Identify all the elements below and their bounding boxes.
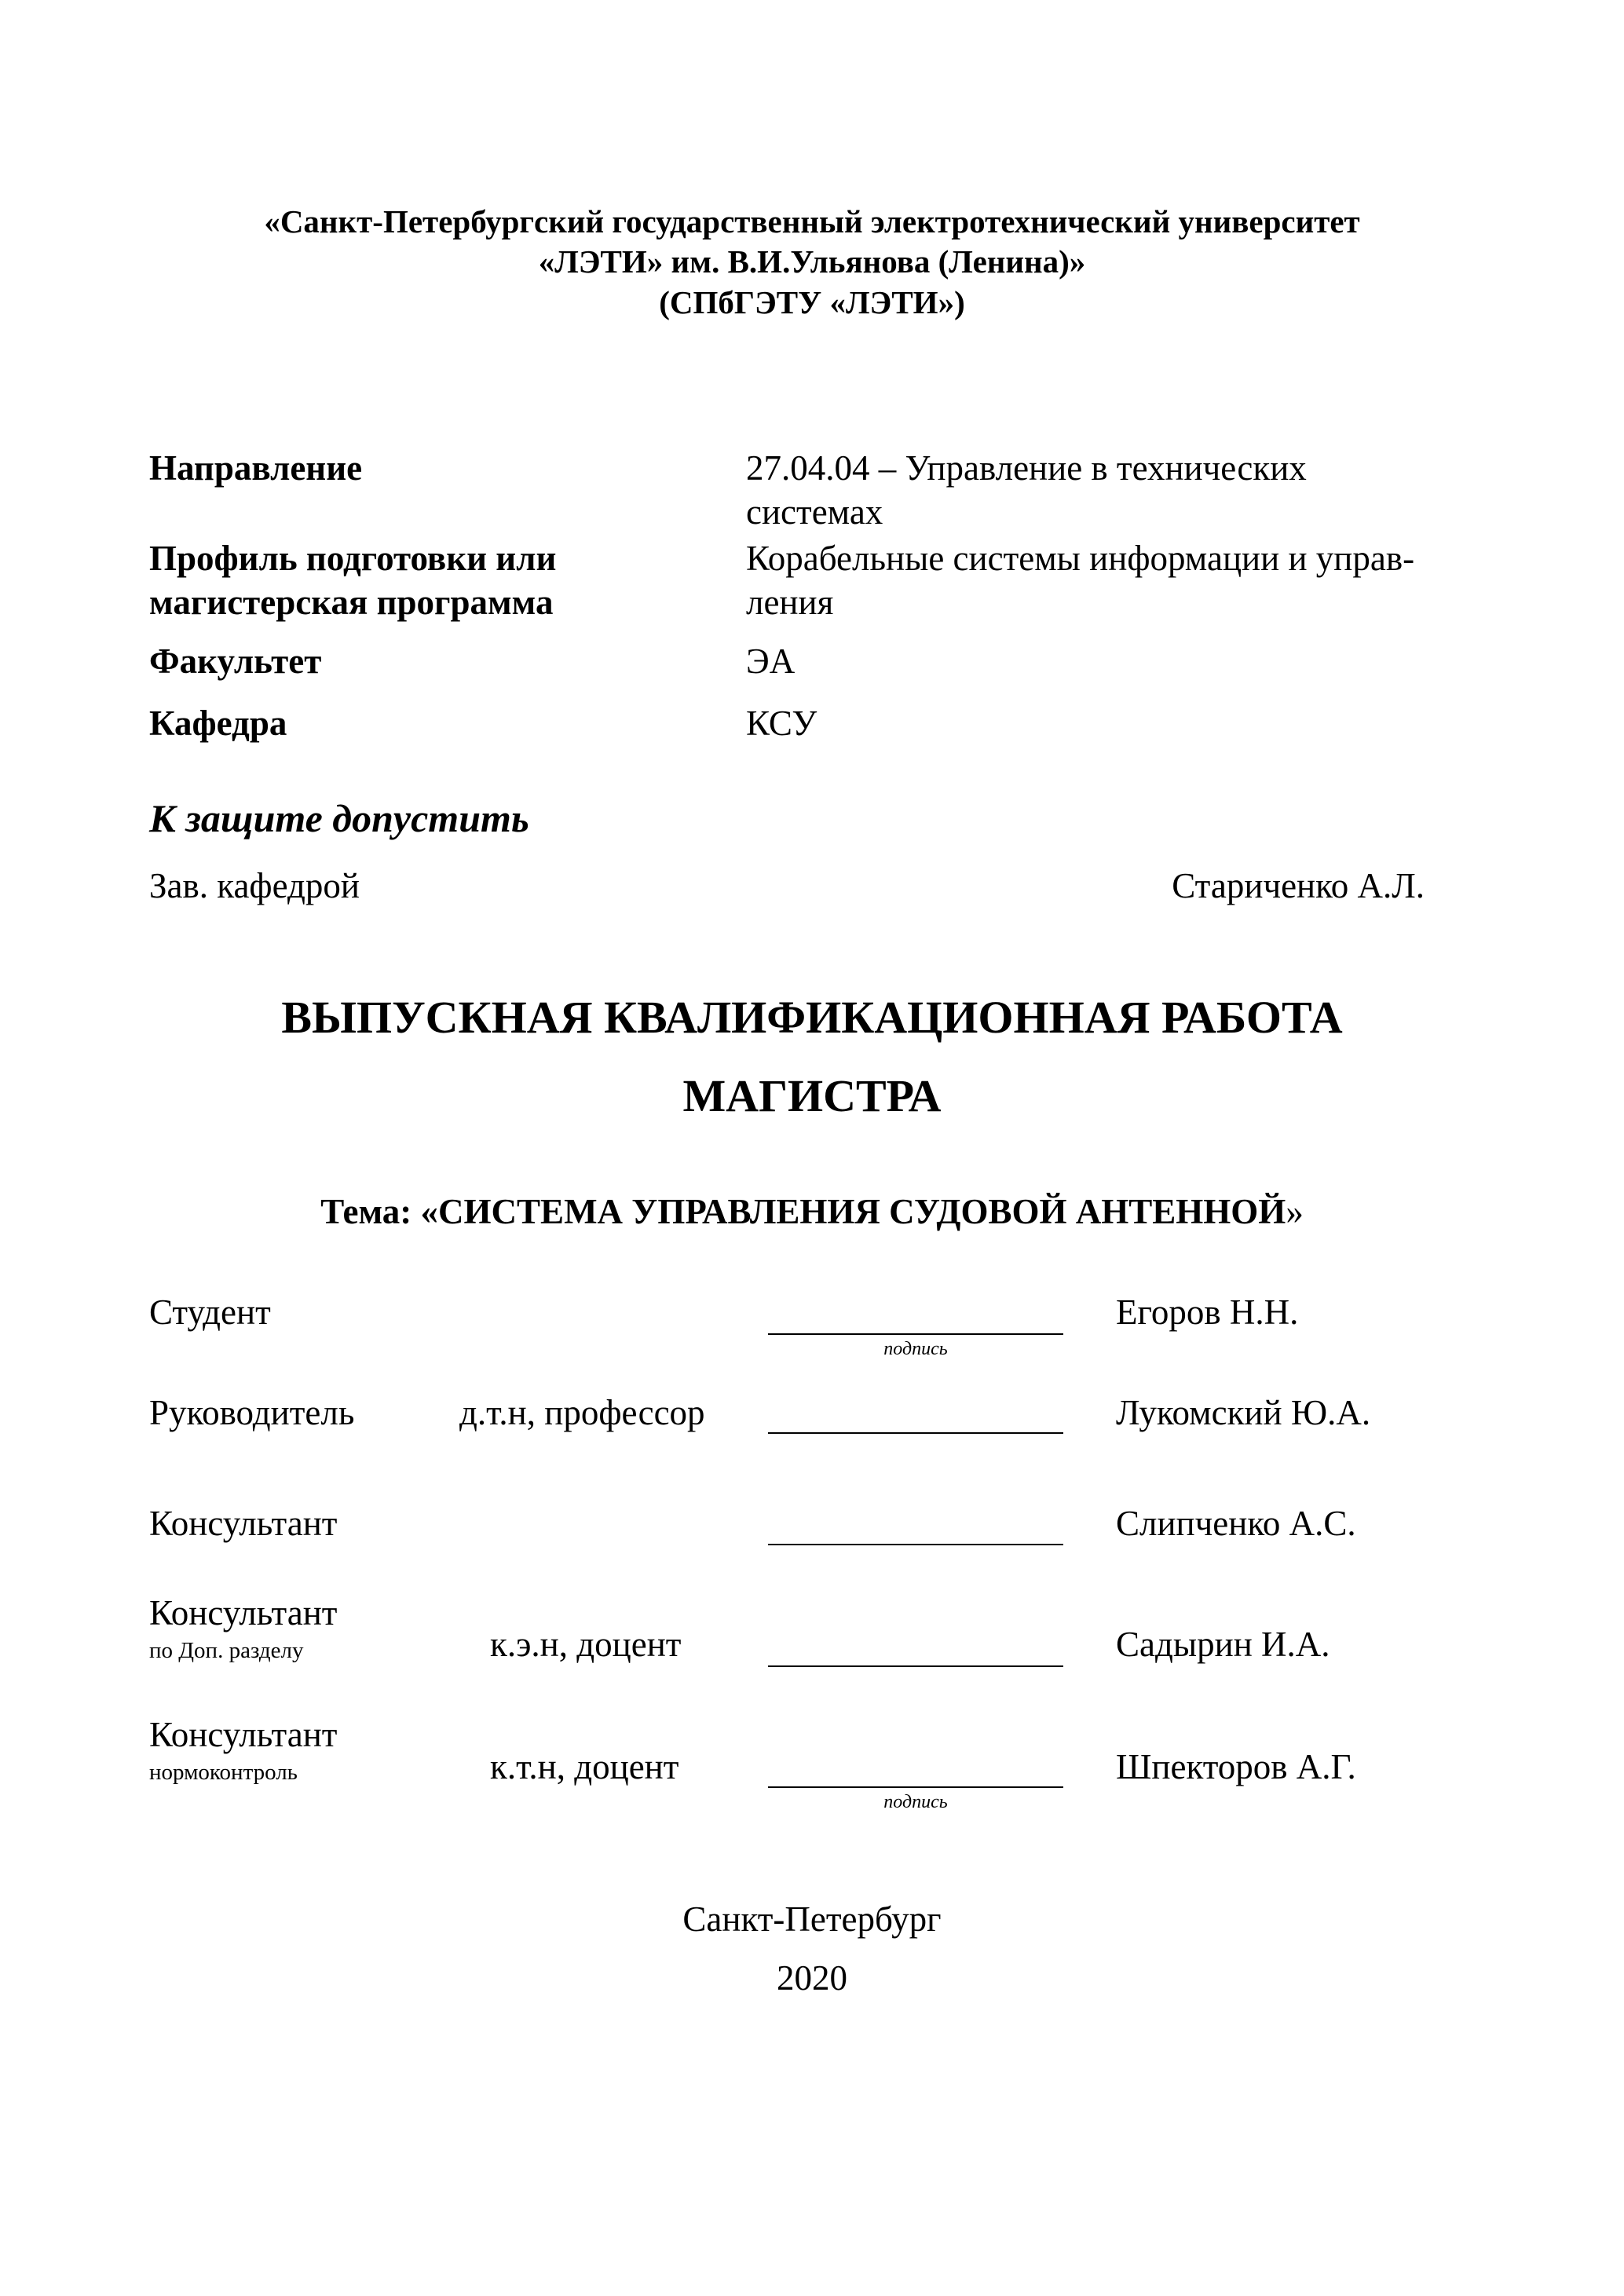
signature-caption: подпись [883,1792,948,1812]
supervisor-degree: д.т.н, профессор [459,1393,705,1432]
topic-prefix: Тема: « [320,1192,439,1231]
approval-name: Стариченко А.Л. [1172,866,1425,905]
normcontrol-role: Консультант [149,1715,338,1754]
profile-value-line2: ления [746,583,834,622]
approval-heading: К защите допустить [149,796,529,840]
signature-line [768,1333,1063,1335]
city: Санкт-Петербург [682,1899,942,1939]
consultant-role: Консультант [149,1504,338,1543]
department-label: Кафедра [149,704,287,743]
topic-suffix: » [1286,1192,1304,1231]
consultant-extra-degree: к.э.н, доцент [490,1625,682,1664]
supervisor-name: Лукомский Ю.А. [1116,1393,1371,1432]
faculty-value: ЭА [746,642,796,681]
supervisor-role: Руководитель [149,1393,355,1432]
signature-line [768,1786,1063,1788]
signature-line [768,1432,1063,1434]
title-line1: ВЫПУСКНАЯ КВАЛИФИКАЦИОННАЯ РАБОТА [281,992,1343,1043]
approval-role: Зав. кафедрой [149,866,360,905]
university-name-line1: «Санкт-Петербургский государственный электротехнический университет [264,203,1360,239]
faculty-label: Факультет [149,642,322,681]
consultant-extra-role: Консультант [149,1593,338,1632]
direction-value-line2: системах [746,492,883,532]
topic-text: СИСТЕМА УПРАВЛЕНИЯ СУДОВОЙ АНТЕННОЙ [438,1192,1286,1231]
direction-label: Направление [149,448,363,488]
normcontrol-sub: нормоконтроль [149,1760,298,1785]
department-value: КСУ [746,704,817,743]
student-name: Егоров Н.Н. [1116,1292,1299,1332]
direction-value-line1: 27.04.04 – Управление в технических [746,448,1307,488]
title-line2: МАГИСТРА [682,1070,942,1121]
consultant-extra-name: Садырин И.А. [1116,1625,1330,1664]
topic [0,1194,1624,1230]
student-role: Студент [149,1292,271,1332]
profile-value-line1: Корабельные системы информации и управ- [746,539,1415,578]
signature-line [768,1544,1063,1545]
profile-label-line2: магистерская программа [149,583,554,622]
consultant-extra-sub: по Доп. разделу [149,1638,304,1663]
university-name-line2: «ЛЭТИ» им. В.И.Ульянова (Ленина)» [538,243,1086,280]
university-abbr: (СПбГЭТУ «ЛЭТИ») [659,284,965,320]
normcontrol-name: Шпекторов А.Г. [1116,1747,1356,1786]
signature-caption: подпись [883,1339,948,1359]
signature-line [768,1665,1063,1667]
profile-label-line1: Профиль подготовки или [149,539,557,578]
year: 2020 [777,1958,847,1998]
normcontrol-degree: к.т.н, доцент [490,1747,679,1786]
consultant-name: Слипченко А.С. [1116,1504,1356,1543]
